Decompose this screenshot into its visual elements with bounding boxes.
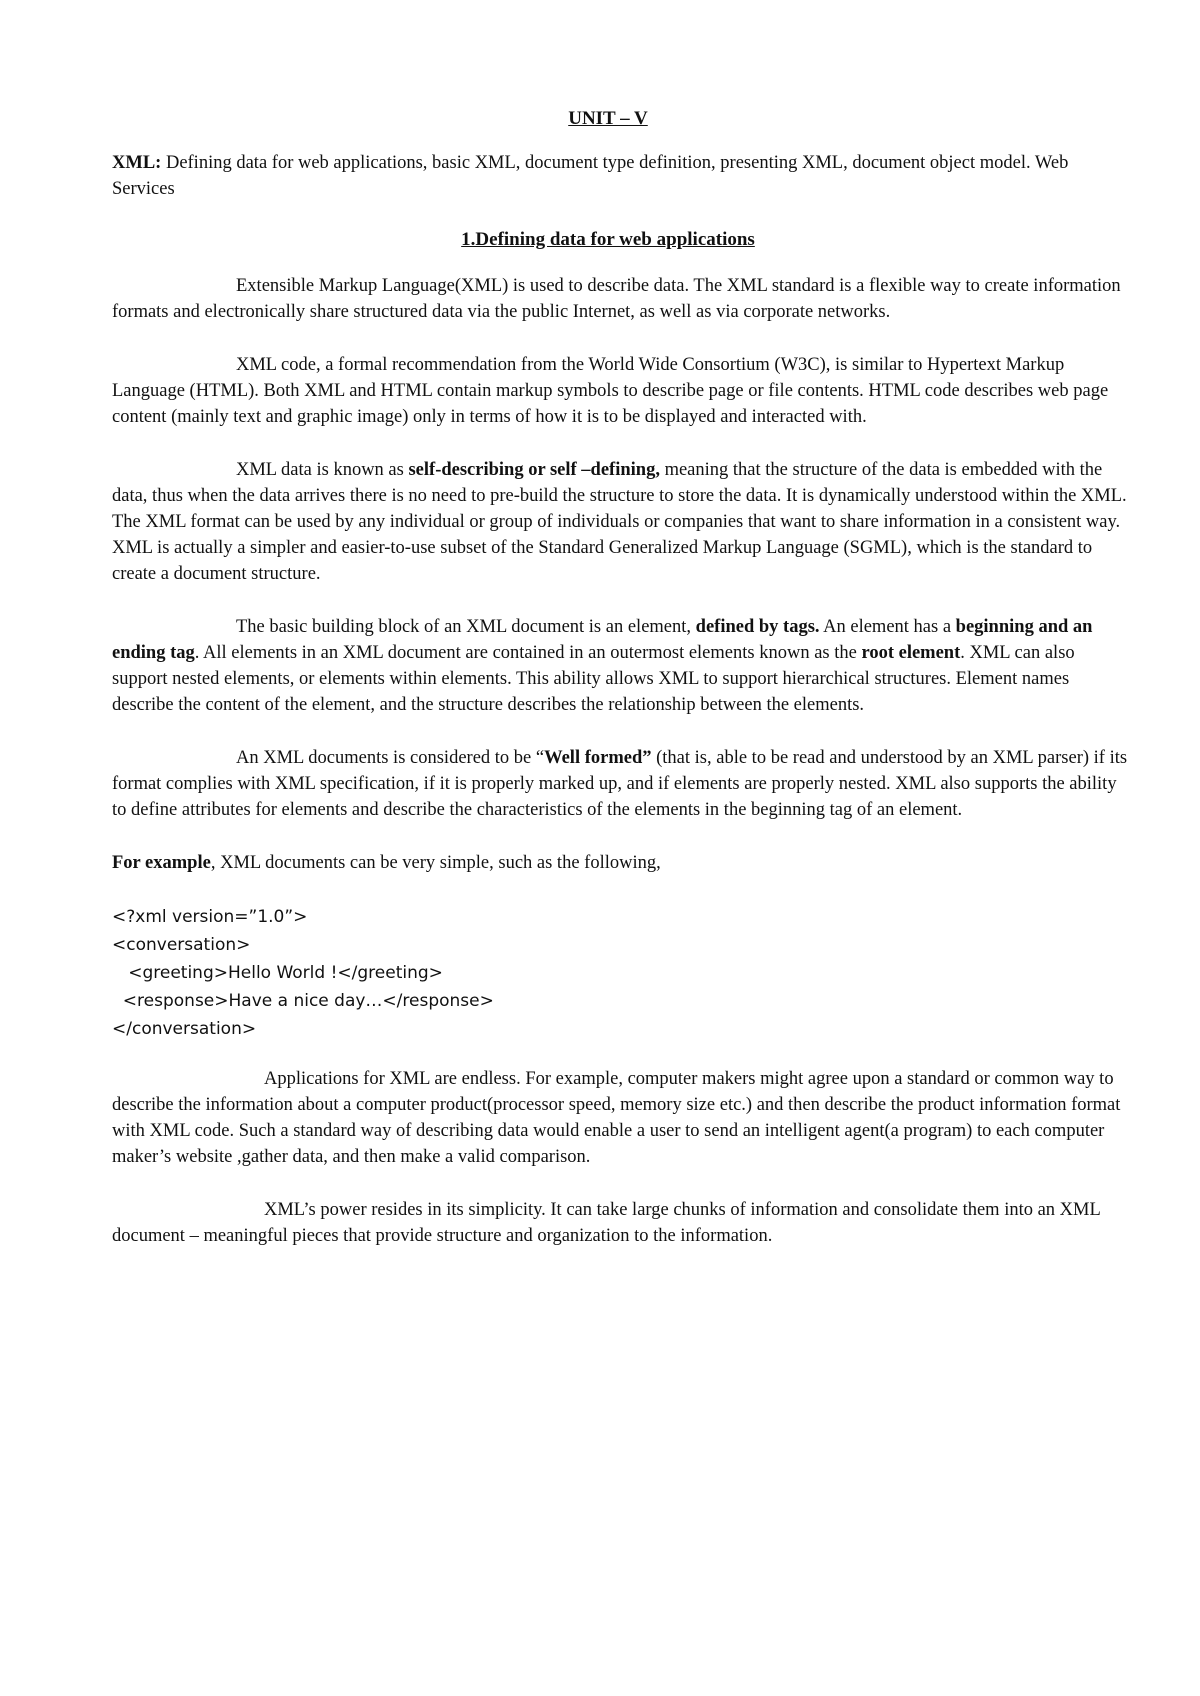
paragraph-self-describing [112, 457, 1128, 587]
text-run: (that is, able to be read and understood by an XML parser) if its format complies with XML specification, if it is properly marked up, and if elements are properly nested. XML also supports the ability to define attributes for elements and describe the characteristics of the elements in the beginning tag of an element. [112, 748, 1128, 820]
paragraph-applications: Applications for XML are endless. For example, computer makers might agree upon a standard or common way to describe the information about a computer product(processor speed, memory size etc.) and then describe the product information format with XML code. Such a standard way of describing data would enable a user to send an intelligent agent(a program) to each computer maker’s website ,gather data, and then make a valid comparison. [112, 1069, 1121, 1167]
paragraph-power: XML’s power resides in its simplicity. It can take large chunks of information and consolidate them into an XML document – meaningful pieces that provide structure and organization to the information. [112, 1200, 1101, 1246]
paragraph-well-formed [112, 745, 1128, 823]
bold-run: root element [861, 643, 961, 663]
code-line: <?xml version=”1.0”> [112, 907, 308, 927]
unit-title: UNIT – V [568, 108, 648, 129]
paragraph-example-intro [112, 850, 1128, 876]
bold-run: self-describing or self –defining, [408, 460, 660, 480]
code-line: <conversation> [112, 935, 251, 955]
code-line: <response>Have a nice day…</response> [112, 991, 494, 1011]
bold-run: defined by tags. [695, 617, 820, 637]
syllabus-paragraph [112, 150, 1128, 202]
bold-run: For example [112, 853, 211, 873]
paragraph-w3c: XML code, a formal recommendation from the World Wide Consortium (W3C), is similar to Hypertext Markup Language (HTML). Both XML and HTML contain markup symbols to describe page or file contents. HTML code describes web page content (mainly text and graphic image) only in terms of how it is to be displayed and interacted with. [112, 355, 1109, 427]
section-heading: 1.Defining data for web applications [461, 229, 755, 250]
bold-run: Well formed” [544, 748, 652, 768]
text-run: XML data is known as [236, 460, 409, 480]
text-run: The basic building block of an XML document is an element, [236, 617, 696, 637]
syllabus-label: XML: [112, 153, 162, 173]
paragraph-xml-intro: Extensible Markup Language(XML) is used to describe data. The XML standard is a flexible way to create information formats and electronically share structured data via the public Internet, as well as via corporate networks. [112, 276, 1121, 322]
code-line: </conversation> [112, 1019, 257, 1039]
xml-code-sample [112, 903, 1128, 1043]
bold-run: beginning and an ending tag [112, 617, 1093, 663]
text-run: . XML can also support nested elements, or elements within elements. This ability allows XML to support hierarchical structures. Element names describe the content of the element, and the structure describes the relationship between the elements. [112, 643, 1075, 715]
code-line: <greeting>Hello World !</greeting> [112, 963, 443, 983]
paragraph-elements [112, 614, 1128, 718]
text-run: An XML documents is considered to be “ [236, 748, 545, 768]
syllabus-text: Defining data for web applications, basic XML, document type definition, presenting XML, document object model. Web Services [112, 153, 1069, 199]
text-run: . All elements in an XML document are contained in an outermost elements known as the [194, 643, 862, 663]
text-run: , XML documents can be very simple, such as the following, [210, 853, 661, 873]
text-run: An element has a [819, 617, 956, 637]
text-run: meaning that the structure of the data is embedded with the data, thus when the data arrives there is no need to pre-build the structure to store the data. It is dynamically understood within the XML. The XML format can be used by any individual or group of individuals or companies that want to share information in a consistent way. XML is actually a simpler and easier-to-use subset of the Standard Generalized Markup Language (SGML), which is the standard to create a document structure. [112, 460, 1127, 584]
